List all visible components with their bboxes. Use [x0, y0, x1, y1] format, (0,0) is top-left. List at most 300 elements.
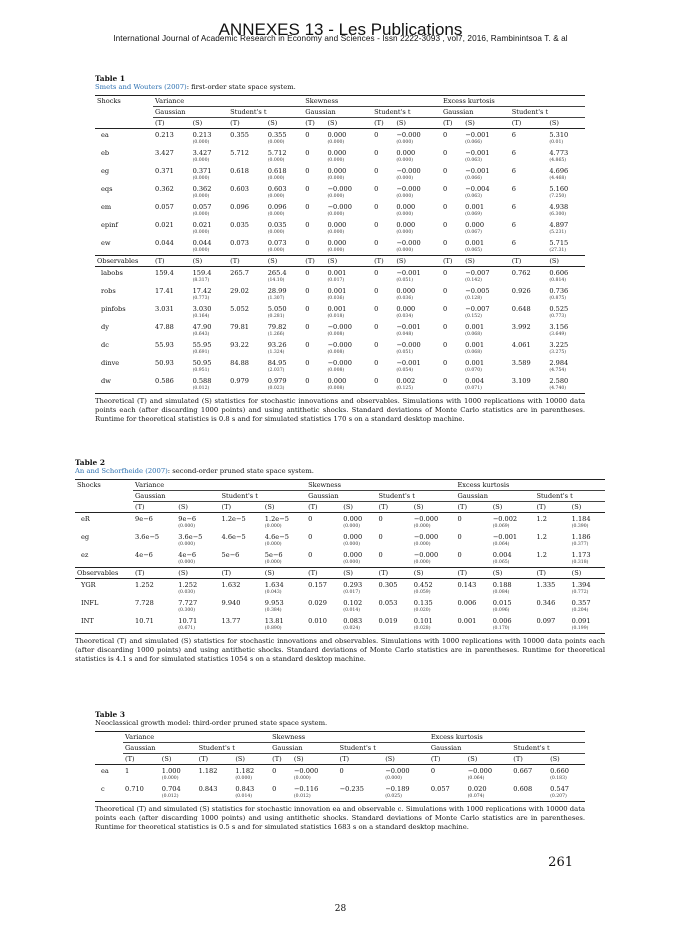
table-cell — [325, 183, 372, 201]
table-1-block — [95, 74, 585, 424]
cell-value: 1.632 — [221, 581, 241, 589]
cell-value: 0.002 — [396, 377, 416, 385]
ts-header: (S) — [466, 754, 512, 765]
cell-value: 0.362 — [155, 185, 174, 193]
table-cell — [463, 129, 510, 148]
cell-value: 0.001 — [327, 287, 347, 295]
cell-value: 55.93 — [155, 341, 174, 349]
table-cell — [463, 183, 510, 201]
cell-value: 93.26 — [267, 341, 287, 349]
table-cell — [441, 357, 463, 375]
cell-se: (0.008) — [327, 332, 345, 337]
cell-se: (0.017) — [343, 590, 361, 595]
cell-se: (0.643) — [192, 332, 210, 337]
cell-value: 3.109 — [511, 377, 531, 385]
table-cell — [191, 219, 229, 237]
ts-header: (T) — [153, 118, 191, 129]
table-1-ref[interactable]: Smets and Wouters (2007) — [95, 83, 187, 91]
row-label: eb — [101, 149, 110, 157]
group-header: Variance — [153, 96, 303, 107]
table-cell — [441, 165, 463, 183]
cell-se: (0.204) — [571, 608, 589, 613]
cell-value: 0.710 — [125, 785, 144, 793]
table-cell — [394, 183, 441, 201]
cell-se: (0.054) — [396, 368, 414, 373]
table-2-block — [75, 458, 605, 664]
cell-se: (0.043) — [264, 590, 282, 595]
annex-page-number: 261 — [548, 855, 573, 870]
cell-value: 0 — [305, 239, 310, 247]
cell-value: 9e−6 — [135, 515, 153, 523]
obs-header-cell: (T) — [510, 256, 548, 267]
table-cell — [570, 549, 605, 568]
ts-header: (T) — [441, 118, 463, 129]
cell-value: 0.188 — [492, 581, 512, 589]
obs-header-cell: (T) — [153, 256, 191, 267]
dist-header: Gaussian — [429, 743, 511, 754]
table-cell — [266, 183, 304, 201]
table-cell — [228, 285, 266, 303]
dist-header: Gaussian — [441, 107, 510, 118]
cell-se: (4.865) — [549, 158, 567, 163]
cell-se: (0.318) — [571, 560, 589, 565]
table-cell — [394, 267, 441, 286]
table-1-shocks — [95, 129, 585, 256]
row-label: YGR — [81, 581, 96, 589]
cell-se: (0.000) — [327, 176, 345, 181]
cell-value: 0.000 — [327, 167, 347, 175]
table-cell — [266, 147, 304, 165]
cell-value: 5e−6 — [264, 551, 283, 559]
cell-value: 0 — [442, 287, 448, 295]
cell-value: 0.608 — [513, 785, 533, 793]
cell-se: (14.10) — [267, 278, 285, 283]
table-cell — [394, 375, 441, 394]
cell-value: 17.42 — [192, 287, 212, 295]
cell-value: −0.001 — [396, 269, 421, 277]
cell-value: 1.252 — [178, 581, 198, 589]
cell-se: (0.125) — [396, 386, 414, 391]
cell-se: (0.066) — [465, 140, 482, 145]
table-cell — [394, 321, 441, 339]
cell-value: −0.001 — [465, 131, 490, 139]
cell-se: (0.000) — [192, 176, 210, 181]
cell-se: (0.000) — [396, 212, 414, 217]
ts-header: (T) — [534, 502, 569, 513]
cell-value: 0.044 — [155, 239, 174, 247]
cell-se: (0.018) — [327, 314, 345, 319]
cell-value: 0.843 — [235, 785, 255, 793]
cell-se: (0.051) — [396, 278, 414, 283]
obs-header-cell: (S) — [547, 256, 585, 267]
table-cell — [441, 201, 463, 219]
cell-se: (0.063) — [465, 194, 482, 199]
cell-value: 0 — [374, 287, 379, 295]
table-cell — [191, 375, 229, 394]
table-cell — [220, 579, 263, 598]
cell-se: (0.067) — [465, 230, 482, 235]
cell-se: (0.875) — [549, 296, 567, 301]
table-cell — [547, 267, 585, 286]
cell-value: 0.305 — [378, 581, 398, 589]
table-cell — [153, 285, 191, 303]
ts-header: (T) — [377, 502, 412, 513]
table-cell — [228, 321, 266, 339]
cell-value: −0.000 — [396, 341, 421, 349]
cell-se: (0.030) — [178, 590, 196, 595]
table-cell — [176, 615, 219, 634]
cell-se: (0.300) — [178, 608, 196, 613]
table-2-ref[interactable]: An and Schorfheide (2007) — [75, 467, 168, 475]
cell-se: (0.000) — [178, 542, 196, 547]
table-cell — [463, 321, 510, 339]
cell-value: 0.606 — [549, 269, 569, 277]
table-cell — [263, 531, 306, 549]
obs-header-cell: (T) — [303, 256, 325, 267]
cell-value: 6 — [511, 149, 516, 157]
cell-value: 0.000 — [327, 239, 347, 247]
ts-header: (S) — [383, 754, 429, 765]
table-cell — [303, 285, 325, 303]
cell-value: 6 — [511, 131, 516, 139]
cell-se: (0.01) — [549, 140, 564, 145]
cell-value: 4.6e−5 — [221, 533, 246, 541]
cell-se: (0.096) — [492, 608, 510, 613]
cell-value: 10.71 — [135, 617, 154, 625]
cell-se: (0.390) — [571, 524, 589, 529]
cell-value: 0.020 — [467, 785, 487, 793]
cell-value: 3.225 — [549, 341, 569, 349]
cell-value: 50.93 — [155, 359, 174, 367]
table-cell — [372, 321, 394, 339]
cell-value: 0.015 — [492, 599, 512, 607]
row-label: em — [101, 203, 112, 211]
table-row — [75, 615, 605, 634]
cell-value: 4e−6 — [135, 551, 153, 559]
table-cell — [547, 375, 585, 394]
table-cell — [191, 321, 229, 339]
cell-se: (0.023) — [267, 386, 285, 391]
cell-value: 0 — [305, 287, 310, 295]
cell-value: 0 — [442, 149, 448, 157]
dist-header: Student's t — [228, 107, 303, 118]
cell-se: (0.068) — [465, 332, 482, 337]
table-cell — [466, 765, 512, 784]
cell-se: (0.773) — [549, 314, 567, 319]
dist-header: Student's t — [338, 743, 429, 754]
table-cell — [510, 339, 548, 357]
cell-se: (0.377) — [571, 542, 589, 547]
table-row — [95, 165, 585, 183]
table-cell — [412, 549, 456, 568]
table-cell — [491, 531, 535, 549]
cell-value: 0.001 — [327, 269, 347, 277]
table-cell — [441, 321, 463, 339]
cell-se: (0.000) — [327, 158, 345, 163]
cell-value: −0.001 — [492, 533, 518, 541]
cell-value: 0.000 — [327, 131, 347, 139]
table-cell — [220, 531, 263, 549]
cell-se: (0.000) — [413, 524, 431, 529]
table-cell — [547, 147, 585, 165]
ts-header: (T) — [429, 754, 466, 765]
table-row — [95, 129, 585, 148]
table-cell — [266, 201, 304, 219]
table-cell — [372, 165, 394, 183]
cell-value: 3.427 — [192, 149, 212, 157]
cell-value: 47.88 — [155, 323, 174, 331]
cell-se: (0.000) — [264, 524, 282, 529]
cell-se: (6.300) — [549, 212, 567, 217]
ts-header: (T) — [123, 754, 160, 765]
cell-se: (0.199) — [571, 626, 589, 631]
ts-header: (S) — [394, 118, 441, 129]
cell-se: (4.740) — [549, 386, 567, 391]
ts-header: (S) — [160, 754, 197, 765]
cell-se: (0.000) — [293, 776, 311, 781]
cell-se: (0.000) — [413, 542, 431, 547]
cell-value: 0 — [442, 323, 448, 331]
cell-value: −0.000 — [413, 515, 439, 523]
header-row-2 — [95, 743, 585, 754]
table-row — [75, 531, 605, 549]
table-row — [75, 579, 605, 598]
cell-value: 2.580 — [549, 377, 569, 385]
cell-value: 84.95 — [267, 359, 287, 367]
cell-se: (8.317) — [192, 278, 210, 283]
cell-value: 0 — [442, 131, 448, 139]
cell-value: −0.189 — [385, 785, 410, 793]
cell-value: 0 — [442, 341, 448, 349]
cell-value: 0.843 — [198, 785, 218, 793]
table-cell — [510, 321, 548, 339]
ts-header: (S) — [548, 754, 585, 765]
cell-value: 0 — [374, 269, 379, 277]
table-cell — [123, 765, 160, 784]
table-cell — [394, 339, 441, 357]
table-cell — [338, 783, 384, 802]
obs-header-cell: Observables — [75, 568, 133, 579]
cell-value: 1.182 — [235, 767, 255, 775]
cell-value: 0.586 — [155, 377, 174, 385]
table-cell — [455, 531, 490, 549]
ts-header: (S) — [341, 502, 376, 513]
table-row — [95, 765, 585, 784]
table-cell — [510, 219, 548, 237]
ts-header: (S) — [233, 754, 270, 765]
table-cell — [372, 285, 394, 303]
obs-header-cell: (T) — [372, 256, 394, 267]
table-cell — [228, 339, 266, 357]
cell-value: 1.182 — [198, 767, 218, 775]
table-cell — [263, 615, 306, 634]
table-cell — [306, 549, 341, 568]
table-cell — [455, 615, 490, 634]
cell-value: 0.097 — [536, 617, 556, 625]
table-cell — [133, 597, 176, 615]
cell-value: 0.001 — [457, 617, 477, 625]
cell-value: 0 — [374, 149, 379, 157]
cell-se: (0.000) — [267, 158, 285, 163]
cell-value: 1.252 — [135, 581, 154, 589]
table-cell — [176, 597, 219, 615]
table-cell — [394, 201, 441, 219]
cell-value: −0.000 — [327, 203, 352, 211]
table-cell — [303, 129, 325, 148]
obs-header-cell: (S) — [463, 256, 510, 267]
table-cell — [325, 201, 372, 219]
table-cell — [441, 129, 463, 148]
cell-value: 0 — [457, 551, 462, 559]
table-cell — [197, 783, 234, 802]
row-label: ea — [101, 131, 109, 139]
cell-value: 0.001 — [465, 239, 485, 247]
table-cell — [197, 765, 234, 784]
dist-header: Gaussian — [153, 107, 228, 118]
table-cell — [510, 285, 548, 303]
ts-header: (S) — [191, 118, 229, 129]
table-cell — [160, 783, 197, 802]
cell-se: (0.000) — [267, 212, 285, 217]
cell-value: 3.6e−5 — [178, 533, 203, 541]
table-1-obs-header — [95, 256, 585, 267]
table-cell — [441, 303, 463, 321]
cell-se: (0.051) — [396, 350, 414, 355]
cell-value: 0.000 — [343, 515, 363, 523]
cell-value: 0.648 — [511, 305, 531, 313]
table-cell — [303, 219, 325, 237]
table-cell — [133, 615, 176, 634]
table-3-rows — [95, 765, 585, 802]
table-cell — [463, 339, 510, 357]
cell-se: (0.000) — [178, 560, 196, 565]
table-cell — [547, 285, 585, 303]
cell-value: 0 — [272, 767, 277, 775]
table-cell — [263, 513, 306, 532]
cell-value: 0.029 — [308, 599, 327, 607]
cell-se: (3.649) — [549, 332, 567, 337]
cell-value: 0.000 — [465, 221, 485, 229]
cell-value: −0.007 — [465, 305, 490, 313]
cell-value: 0.525 — [549, 305, 569, 313]
table-cell — [191, 267, 229, 286]
cell-value: 13.81 — [264, 617, 284, 625]
table-row — [95, 147, 585, 165]
ts-header: (S) — [325, 118, 372, 129]
cell-value: 0.603 — [267, 185, 287, 193]
cell-se: (0.000) — [192, 194, 210, 199]
cell-se: (0.281) — [267, 314, 285, 319]
row-label: dinve — [101, 359, 120, 367]
cell-value: 0.452 — [413, 581, 433, 589]
row-label: robs — [101, 287, 116, 295]
cell-se: (0.014) — [343, 608, 361, 613]
row-label: dy — [101, 323, 109, 331]
ts-header: (T) — [306, 502, 341, 513]
cell-value: 0.073 — [267, 239, 287, 247]
cell-value: 0 — [378, 533, 383, 541]
cell-value: −0.004 — [465, 185, 490, 193]
shocks-header: Shocks — [95, 96, 153, 107]
table-cell — [325, 357, 372, 375]
table-cell — [303, 165, 325, 183]
table-cell — [133, 579, 176, 598]
table-cell — [303, 339, 325, 357]
blank-cell — [95, 118, 153, 129]
cell-value: 0 — [272, 785, 277, 793]
cell-se: (0.814) — [549, 278, 567, 283]
cell-se: (0.000) — [267, 230, 285, 235]
cell-value: 5.712 — [230, 149, 250, 157]
table-cell — [325, 375, 372, 394]
table-cell — [228, 375, 266, 394]
cell-value: 265.7 — [230, 269, 250, 277]
cell-value: 0.355 — [230, 131, 250, 139]
obs-header-cell: (T) — [306, 568, 341, 579]
table-cell — [547, 339, 585, 357]
cell-value: 0.371 — [192, 167, 212, 175]
cell-value: 0.371 — [155, 167, 174, 175]
table-cell — [463, 165, 510, 183]
cell-value: 1.184 — [571, 515, 591, 523]
table-cell — [372, 201, 394, 219]
table-row — [95, 375, 585, 394]
cell-se: (0.036) — [327, 296, 345, 301]
table-cell — [377, 549, 412, 568]
cell-value: 0.101 — [413, 617, 433, 625]
table-cell — [325, 321, 372, 339]
table-1-observables — [95, 267, 585, 394]
cell-se: (0.036) — [396, 296, 414, 301]
table-cell — [570, 579, 605, 598]
cell-value: 5.160 — [549, 185, 569, 193]
table-cell — [160, 765, 197, 784]
table-cell — [441, 219, 463, 237]
cell-value: 0 — [442, 269, 448, 277]
table-cell — [228, 219, 266, 237]
cell-value: 17.41 — [155, 287, 174, 295]
cell-se: (0.951) — [192, 368, 210, 373]
cell-value: −0.000 — [413, 551, 439, 559]
table-cell — [547, 183, 585, 201]
cell-value: 93.22 — [230, 341, 250, 349]
table-cell — [303, 147, 325, 165]
table-cell — [228, 129, 266, 148]
table-2-caption-rest: : second-order pruned state space system. — [167, 467, 314, 475]
table-cell — [463, 147, 510, 165]
dist-header: Student's t — [534, 491, 605, 502]
cell-value: 0.362 — [192, 185, 212, 193]
table-cell — [377, 531, 412, 549]
table-cell — [372, 357, 394, 375]
table-cell — [510, 237, 548, 256]
table-cell — [153, 321, 191, 339]
cell-value: 0.293 — [343, 581, 363, 589]
cell-value: 0 — [305, 149, 310, 157]
table-cell — [455, 513, 490, 532]
cell-value: 0 — [374, 341, 379, 349]
table-cell — [372, 147, 394, 165]
cell-se: (0.000) — [161, 776, 179, 781]
cell-value: −0.000 — [327, 359, 352, 367]
cell-value: −0.000 — [396, 185, 421, 193]
dist-header: Gaussian — [270, 743, 337, 754]
cell-se: (0.000) — [267, 194, 285, 199]
cell-se: (0.000) — [327, 248, 345, 253]
row-label: eg — [101, 167, 110, 175]
table-cell — [233, 765, 270, 784]
table-cell — [220, 615, 263, 634]
